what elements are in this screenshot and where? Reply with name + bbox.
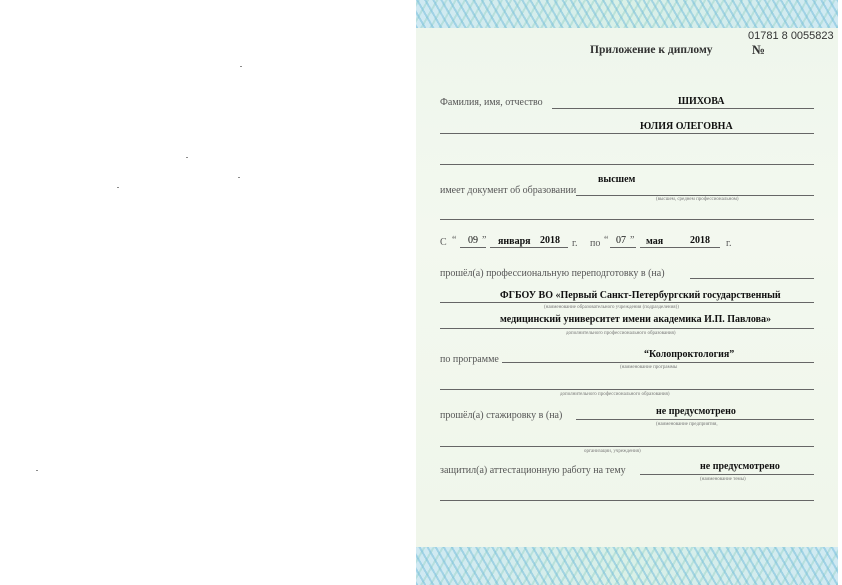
number-sign: № xyxy=(752,42,766,57)
thesis-value: не предусмотрено xyxy=(700,461,780,472)
month-from: января xyxy=(498,236,531,247)
document-title: Приложение к диплому xyxy=(590,44,713,56)
internship-line-2 xyxy=(440,446,814,447)
day-to: 07 xyxy=(616,235,626,246)
education-label: имеет документ об образовании xyxy=(440,185,577,196)
thesis-line xyxy=(640,474,814,475)
education-line xyxy=(576,195,814,196)
program-hint-2: дополнительного профессионального образования) xyxy=(560,392,670,397)
day-to-line xyxy=(610,247,636,248)
institution-hint-2: дополнительного профессионального образования) xyxy=(566,331,676,336)
scan-speck xyxy=(240,66,242,67)
quote-open-1: “ xyxy=(452,235,457,246)
internship-hint: (наименование предприятия, xyxy=(656,422,718,427)
month-to: мая xyxy=(646,236,664,247)
period-from-prefix: С xyxy=(440,237,447,248)
thesis-line-2 xyxy=(440,500,814,501)
internship-value: не предусмотрено xyxy=(656,406,736,417)
year-to: 2018 xyxy=(690,235,710,246)
internship-label: прошёл(а) стажировку в (на) xyxy=(440,410,563,421)
education-hint: (высшем, среднем профессиональном) xyxy=(656,197,739,202)
education-line-2 xyxy=(440,219,814,220)
blank-line xyxy=(440,164,814,165)
institution-line-2-rule xyxy=(440,328,814,329)
year-from: 2018 xyxy=(540,235,560,246)
year-suffix-to: г. xyxy=(726,238,732,249)
institution-line-1: ФГБОУ ВО «Первый Санкт-Петербургский государственный xyxy=(500,290,781,301)
year-from-line xyxy=(532,247,568,248)
quote-open-2: “ xyxy=(604,235,609,246)
thesis-label: защитил(а) аттестационную работу на тему xyxy=(440,465,626,476)
internship-line xyxy=(576,419,814,420)
program-value: “Колопроктология” xyxy=(644,349,735,360)
program-label: по программе xyxy=(440,354,499,365)
day-from: 09 xyxy=(468,235,478,246)
year-suffix-from: г. xyxy=(572,238,578,249)
given-names-value: ЮЛИЯ ОЛЕГОВНА xyxy=(640,121,733,132)
internship-hint-2: организации, учреждения) xyxy=(584,449,641,454)
scan-speck xyxy=(186,157,188,158)
scan-speck xyxy=(36,470,38,471)
serial-number: 01781 8 0055823 xyxy=(748,30,834,42)
institution-line-2: медицинский университет имени академика И.П. Павлова» xyxy=(500,314,772,325)
program-line xyxy=(502,362,814,363)
year-to-line xyxy=(682,247,720,248)
surname-value: ШИХОВА xyxy=(678,96,725,107)
retraining-line xyxy=(690,278,814,279)
period-to-prefix: по xyxy=(590,238,601,249)
guilloche-border-top xyxy=(416,0,838,28)
scan-speck xyxy=(238,177,240,178)
institution-hint-1: (наименование образовательного учреждения (подразделения)) xyxy=(544,305,679,310)
name-label: Фамилия, имя, отчество xyxy=(440,97,543,108)
day-from-line xyxy=(460,247,486,248)
scan-speck xyxy=(117,187,119,188)
quote-close-1: ” xyxy=(482,235,487,246)
thesis-hint: (наименование темы) xyxy=(700,477,746,482)
quote-close-2: ” xyxy=(630,235,635,246)
month-to-line xyxy=(640,247,688,248)
diploma-supplement-sheet xyxy=(416,0,838,585)
program-line-2 xyxy=(440,389,814,390)
institution-line-1-rule xyxy=(440,302,814,303)
program-hint: (наименование программы xyxy=(620,365,678,370)
education-value: высшем xyxy=(598,174,636,185)
retraining-label: прошёл(а) профессиональную переподготовку в (на) xyxy=(440,268,665,279)
name-line-2 xyxy=(440,133,814,134)
guilloche-border-bottom xyxy=(416,547,838,585)
name-line xyxy=(552,108,814,109)
